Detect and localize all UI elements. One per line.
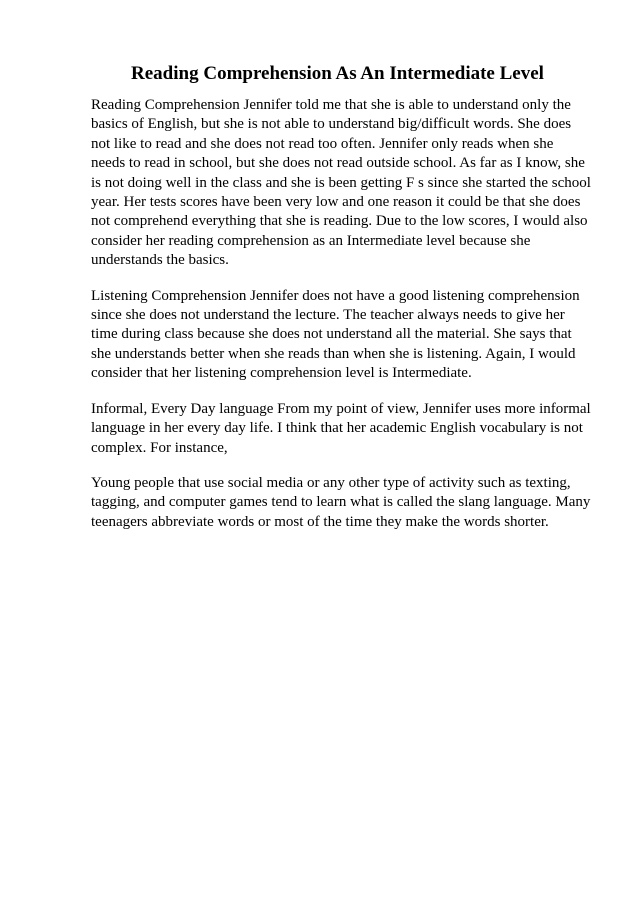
document-title: Reading Comprehension As An Intermediate Level [131,63,544,84]
paragraph-informal-language: Informal, Every Day language From my point of view, Jennifer uses more informal language in her every day life. I think that her academic English vocabulary is not complex. For instance, [91,400,591,456]
paragraph-reading-comprehension: Reading Comprehension Jennifer told me that she is able to understand only the basics of English, but she is not able to understand big/difficult words. She does not like to read and she does not read too often. Jennifer only reads when she needs to read in school, but she does not read outside school. As far as I know, she is not doing well in the class and she is been getting F s since she started the school year. Her tests scores have been very low and one reason it could be that she does not comprehend everything that she is reading. Due to the low scores, I would also consider her reading comprehension as an Intermediate level because she understands the basics. [91,97,591,269]
paragraph-listening-comprehension: Listening Comprehension Jennifer does not have a good listening comprehension since she does not understand the lecture. The teacher always needs to give her time during class because she does not understand all the material. She says that she understands better when she reads than when she is listening. Again, I would consider that her listening comprehension level is Intermediate. [91,287,580,382]
paragraph-slang-language: Young people that use social media or any other type of activity such as texting, tagging, and computer games tend to learn what is called the slang language. Many teenagers abbreviate words or most of the time they make the words shorter. [91,474,591,530]
